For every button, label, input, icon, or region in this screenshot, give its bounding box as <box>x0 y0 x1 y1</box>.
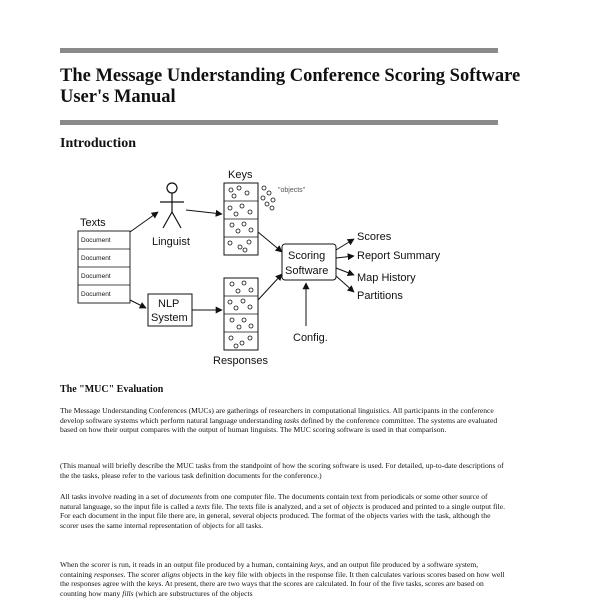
arrow-to-scores <box>336 239 354 250</box>
arrow-keys-to-scoring <box>258 232 282 252</box>
document-label: Document <box>81 291 111 298</box>
emphasized-term: keys <box>310 560 324 569</box>
text-run: All tasks involve reading in a set of <box>60 492 170 501</box>
texts-label: Texts <box>80 217 106 229</box>
text-run: is produced and printed to a single output file. For each document in the input file there are, in general, several objects produced. The format of the objects varies with the task, although the scorer uses the same internal representation of objects for all tasks. <box>60 501 506 531</box>
text-run: When the scorer is run, it reads in an output file produced by a human, containing <box>60 560 311 569</box>
keys-label: Keys <box>228 169 253 181</box>
title-line-2: User's Manual <box>60 87 176 107</box>
top-rule <box>60 48 498 53</box>
paragraph-manual-note <box>60 461 510 480</box>
text-run: . The scorer <box>123 569 162 579</box>
output-scores: Scores <box>357 231 392 243</box>
objects-scatter <box>261 186 275 210</box>
system-label: System <box>151 312 188 324</box>
objects-label: "objects" <box>278 187 306 194</box>
paragraph-scorer <box>60 560 510 599</box>
emphasized-term: objects <box>341 501 364 511</box>
paragraph-muc-intro <box>60 406 510 435</box>
text-run: defined by the conference committee. The systems are evaluated based on how their output compares with the output of human linguists. The MUC scoring software is used in that comparison. <box>60 415 498 435</box>
linguist-figure-icon <box>160 183 184 228</box>
text-run: from one computer file. The documents contain text from periodicals or some other source of natural language, so the input file is called a <box>60 492 488 511</box>
texts-stack <box>78 231 130 303</box>
emphasized-term: aligns <box>161 569 181 579</box>
software-label: Software <box>285 265 329 277</box>
arrow-responses-to-scoring <box>258 274 282 300</box>
emphasized-term: responses <box>93 569 124 579</box>
arrow-texts-to-linguist <box>130 212 158 232</box>
responses-label: Responses <box>213 355 269 367</box>
output-report-summary: Report Summary <box>357 250 441 262</box>
output-partitions: Partitions <box>357 290 403 302</box>
text-run: file. The texts file is analyzed, and a set of <box>209 501 342 511</box>
nlp-label: NLP <box>158 298 180 310</box>
page-title <box>60 66 530 108</box>
document-label: Document <box>81 237 111 244</box>
arrow-to-partitions <box>336 276 354 292</box>
paragraph-tasks <box>60 492 510 531</box>
arrow-texts-to-nlp <box>130 300 146 308</box>
emphasized-term: texts <box>195 501 210 511</box>
config-label: Config. <box>293 332 328 344</box>
linguist-label: Linguist <box>152 236 190 248</box>
text-run: (which are substructures of the objects <box>133 589 253 599</box>
text-run: objects in the key file with objects in the response file. It then calculates various scores based on how well the responses agree with the keys. At present, there are two ways that the scores are calculated. In four of the five tasks, scores are based on counting how many <box>60 569 505 599</box>
muc-diagram <box>60 160 460 370</box>
responses-stack <box>224 278 258 350</box>
arrow-linguist-to-keys <box>186 210 222 214</box>
document-label: Document <box>81 255 111 262</box>
arrow-to-map-history <box>336 268 354 275</box>
muc-evaluation-heading: The "MUC" Evaluation <box>60 384 164 395</box>
scoring-label: Scoring <box>288 250 326 262</box>
arrow-to-report-summary <box>336 256 354 258</box>
title-rule <box>60 120 498 125</box>
text-run: The Message Understanding Conferences (MUCs) are gatherings of researchers in computational linguistics. All participants in the conference develop software systems which perform natural language understanding <box>60 406 494 425</box>
keys-stack <box>224 183 258 255</box>
emphasized-term: documents <box>169 492 203 501</box>
introduction-heading: Introduction <box>60 136 136 151</box>
emphasized-term: fills <box>122 589 134 599</box>
title-line-1: The Message Understanding Conference Scoring Software <box>60 66 521 86</box>
emphasized-term: tasks <box>283 415 300 425</box>
output-map-history: Map History <box>357 272 416 284</box>
text-run: , and an output file produced by a software system, containing <box>60 560 479 579</box>
document-label: Document <box>81 273 111 280</box>
text-run: (This manual will briefly describe the MUC tasks from the standpoint of how the scoring software is used. For detailed, up-to-date descriptions of the the tasks, please refer to the various task definition documents for the conference.) <box>60 461 504 480</box>
